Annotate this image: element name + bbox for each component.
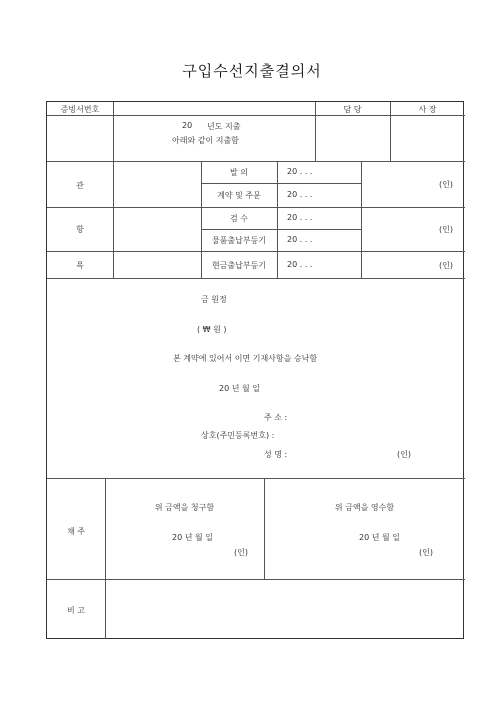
cash-ledger-label: 현금출납부등기 [211, 261, 267, 270]
divider [47, 115, 465, 116]
request-date: 20 년 월 일 [172, 533, 213, 542]
gwan-label: 관 [76, 181, 84, 190]
divider [47, 251, 465, 252]
remarks-label: 비 고 [67, 606, 85, 615]
divider [361, 161, 362, 278]
consent-text: 본 계약에 있어서 이면 기재사항을 승낙함 [173, 354, 318, 363]
divider [47, 207, 465, 208]
proposal-date: 20 . . . [287, 167, 313, 176]
divider [47, 478, 465, 479]
receipt-date: 20 년 월 일 [359, 533, 400, 542]
voucher-number-label: 증빙서번호 [60, 105, 100, 114]
contract-date: 20 년 월 일 [219, 384, 260, 393]
amount-won-line: ( ₩ 원 ) [197, 325, 227, 334]
address-label: 주 소 : [264, 413, 288, 422]
year-prefix: 20 [182, 121, 193, 130]
divider [47, 579, 465, 580]
goods-ledger-label: 물품출납부등기 [211, 236, 267, 245]
proposal-label: 발 의 [230, 168, 248, 177]
approval-staff-label: 담 당 [343, 105, 362, 114]
receipt-text: 위 금액을 영수함 [334, 503, 395, 512]
seal-mark: (인) [439, 225, 453, 234]
cash-ledger-date: 20 . . . [287, 260, 313, 269]
amount-line: 금 원정 [201, 295, 227, 304]
name-seal: (인) [397, 450, 411, 459]
divider [201, 183, 361, 184]
divider [113, 161, 114, 278]
expenditure-form [46, 101, 464, 639]
receipt-seal: (인) [419, 548, 433, 557]
name-label: 성 명 : [264, 450, 288, 459]
seal-mark: (인) [439, 180, 453, 189]
divider [113, 102, 114, 161]
hang-label: 항 [76, 225, 84, 234]
inspection-label: 검 수 [230, 214, 248, 223]
document-title: 구입수선지출결의서 [182, 62, 322, 80]
goods-ledger-date: 20 . . . [287, 235, 313, 244]
seal-mark: (인) [439, 261, 453, 270]
request-seal: (인) [234, 548, 248, 557]
company-label: 상호(주민등록번호) : [201, 431, 275, 440]
inspection-date: 20 . . . [287, 213, 313, 222]
year-suffix: 년도 지출 [207, 122, 241, 131]
expenditure-note: 아래와 같이 지출함 [172, 136, 239, 145]
request-text: 위 금액을 청구함 [154, 503, 215, 512]
approval-president-label: 사 장 [418, 105, 437, 114]
creditor-label: 채 주 [67, 527, 85, 536]
divider [47, 278, 465, 279]
divider [201, 229, 361, 230]
divider [47, 161, 465, 162]
mok-label: 목 [76, 261, 84, 270]
contract-order-label: 계약 및 주문 [217, 191, 261, 200]
divider [277, 161, 278, 278]
divider [264, 478, 265, 579]
contract-order-date: 20 . . . [287, 190, 313, 199]
